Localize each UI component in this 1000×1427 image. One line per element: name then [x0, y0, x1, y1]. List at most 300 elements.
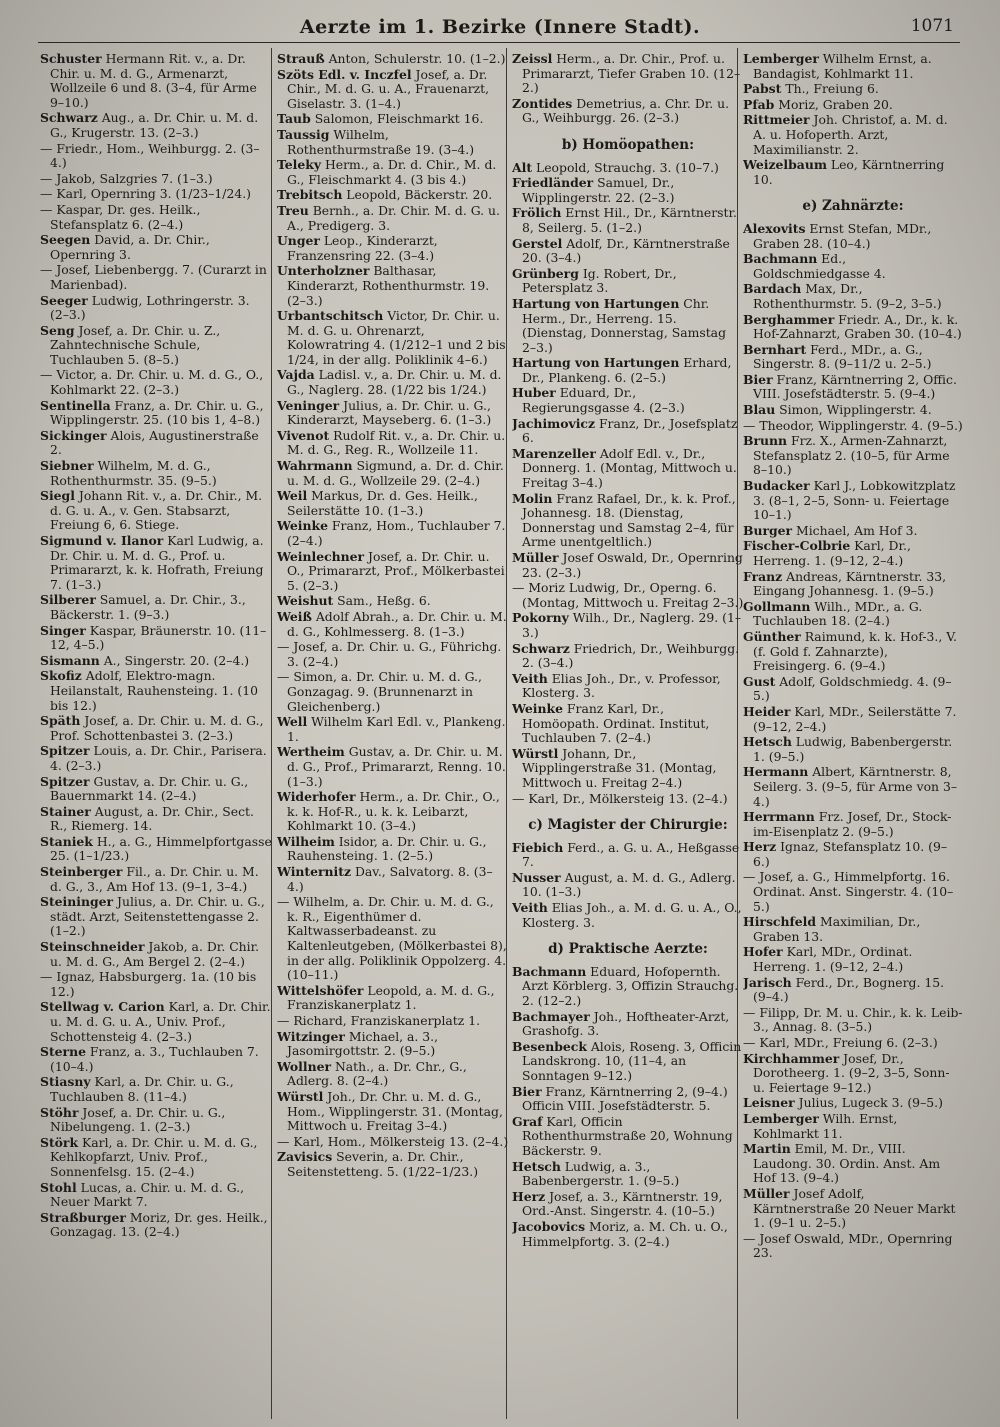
directory-entry	[743, 313, 963, 342]
entry-name: Wittelshöfer	[277, 982, 364, 998]
entry-details: — Josef, Liebenbergg. 7. (Curarzt in Marienbad).	[40, 262, 267, 292]
entry-details: — Theodor, Wipplingerstr. 4. (9–5.)	[743, 417, 963, 433]
directory-entry	[512, 1160, 744, 1189]
entry-name: Teleky	[277, 157, 322, 173]
entry-details: Kaspar, Bräunerstr. 10. (11–12, 4–5.)	[50, 622, 267, 653]
directory-entry	[40, 368, 272, 397]
entry-name: Wahrmann	[277, 458, 353, 474]
entry-name: Fiebich	[512, 839, 564, 855]
entry-name: Frölich	[512, 205, 562, 221]
directory-entry	[743, 1036, 963, 1051]
directory-entry	[512, 551, 744, 580]
directory-entry	[512, 447, 744, 491]
entry-details: Josef, a. Dr. Chir. u. M. d. G., Prof. Schottenbastei 3. (2–3.)	[50, 713, 264, 743]
directory-entry	[277, 670, 509, 714]
entry-details: Karl, MDr., Ordinat. Herreng. 1. (9–12, 2–4.)	[753, 944, 913, 975]
entry-name: Burger	[743, 522, 793, 538]
directory-entry	[277, 1090, 509, 1134]
column-4	[743, 52, 963, 1421]
entry-name: Strauß	[277, 52, 325, 66]
entry-details: Frz. X., Armen-Zahnarzt, Stefansplatz 2. (10–5, für Arme 8–10.)	[753, 433, 950, 478]
entry-details: Karl Ludwig, a. Dr. Chir. u. M. d. G., Prof. u. Primararzt, k. k. Hofrath, Freiung 7. (1–3.)	[50, 533, 264, 592]
entry-name: Hermann	[743, 764, 809, 780]
entry-name: Franz	[743, 568, 783, 584]
page-number: 1071	[910, 16, 954, 36]
directory-entry	[40, 1136, 272, 1180]
entry-name: Treu	[277, 202, 309, 218]
entry-details: Albert, Kärntnerstr. 8, Seilerg. 3. (9–5, für Arme von 3–4.)	[753, 764, 958, 809]
entry-name: Urbantschitsch	[277, 308, 384, 324]
directory-entry	[277, 594, 509, 609]
directory-entry	[743, 675, 963, 704]
entry-details: Joh., Dr. Chr. u. M. d. G., Hom., Wipplingerstr. 31. (Montag, Mittwoch u. Freitag 3–4.)	[287, 1088, 503, 1134]
entry-name: Würstl	[277, 1088, 324, 1104]
directory-entry	[277, 1060, 509, 1089]
entry-name: Schwarz	[512, 640, 570, 656]
section-heading: b) Homöopathen:	[561, 136, 695, 153]
directory-entry	[512, 267, 744, 296]
directory-entry	[40, 775, 272, 804]
entry-details: Friedrich, Dr., Weihburgg. 2. (3–4.)	[522, 640, 740, 671]
directory-entry	[512, 965, 744, 1009]
entry-name: Würstl	[512, 745, 559, 761]
directory-entry	[40, 429, 272, 458]
entry-name: Seeger	[40, 292, 88, 308]
directory-entry	[277, 128, 509, 157]
entry-details: Elias Joh., a. M. d. G. u. A., O., Klosterg. 3.	[522, 900, 742, 930]
entry-name: Veninger	[277, 397, 340, 413]
directory-entry	[40, 172, 272, 187]
entry-details: Chr. Herm., Dr., Herreng. 15. (Dienstag, Donnerstag, Samstag 2–3.)	[522, 295, 727, 355]
entry-details: Frz. Josef, Dr., Stock-im-Eisenplatz 2. (9–5.)	[753, 809, 952, 839]
entry-name: Alt	[512, 159, 533, 175]
entry-details: Alois, Roseng. 3, Officin Landskrong. 10, (11–4, an Sonntagen 9–12.)	[522, 1038, 742, 1083]
directory-entry	[743, 810, 963, 839]
entry-name: Bachmann	[743, 251, 818, 267]
entry-name: Seegen	[40, 232, 91, 248]
directory-entry	[277, 429, 509, 458]
entry-details: Adolf, Dr., Kärntnerstraße 20. (3–4.)	[522, 235, 730, 266]
entry-details: Ludwig, Lothringerstr. 3. (2–3.)	[50, 292, 250, 323]
directory-entry	[40, 654, 272, 669]
entry-details: Rudolf Rit. v., a. Dr. Chir. u. M. d. G., Reg. R., Wollzeile 11.	[287, 427, 506, 458]
directory-entry	[277, 188, 509, 203]
entry-name: Herz	[512, 1188, 546, 1204]
entry-name: Bachmann	[512, 963, 587, 979]
section-heading: c) Magister der Chirurgie:	[528, 817, 728, 834]
entry-details: Eduard, Hofopernth. Arzt Körblerg. 3, Offizin Strauchg. 2. (12–2.)	[522, 963, 739, 1009]
entry-name: Blau	[743, 402, 776, 418]
entry-name: Budacker	[743, 478, 810, 494]
directory-entry	[512, 356, 744, 385]
entry-details: — Jakob, Salzgries 7. (1–3.)	[40, 170, 213, 186]
entry-details: Franz, Dr., Josefsplatz 6.	[522, 415, 738, 446]
directory-entry	[743, 52, 963, 81]
entry-name: Graf	[512, 1113, 543, 1129]
entry-name: Rittmeier	[743, 112, 810, 128]
directory-entry	[277, 399, 509, 428]
entry-name: Witzinger	[277, 1028, 345, 1044]
entry-name: Besenbeck	[512, 1038, 587, 1054]
directory-entry	[743, 434, 963, 478]
entry-name: Müller	[512, 550, 559, 565]
entry-details: Michael, Am Hof 3.	[792, 522, 918, 538]
entry-details: Nath., a. Dr. Chr., G., Adlerg. 8. (2–4.)	[287, 1058, 467, 1089]
page-title: Aerzte im 1. Bezirke (Innere Stadt).	[299, 16, 701, 38]
entry-name: Störk	[40, 1134, 79, 1150]
directory-entry	[277, 1150, 509, 1179]
directory-entry	[40, 1106, 272, 1135]
entry-details: Sam., Heßg. 6.	[333, 593, 431, 609]
directory-entry	[512, 492, 744, 550]
directory-entry	[743, 479, 963, 523]
entry-name: Herrmann	[743, 809, 815, 825]
entry-details: Julius, Lugeck 3. (9–5.)	[794, 1095, 943, 1111]
directory-entry	[512, 1220, 744, 1249]
entry-details: Lucas, a. Chir. u. M. d. G., Neuer Markt 7.	[50, 1179, 245, 1210]
entry-details: — Filipp, Dr. M. u. Chir., k. k. Leib-3., Annag. 8. (3–5.)	[743, 1004, 963, 1035]
directory-entry	[743, 945, 963, 974]
directory-entry	[277, 158, 509, 187]
entry-name: Jachimovicz	[512, 415, 596, 431]
entry-details: Erhard, Dr., Plankeng. 6. (2–5.)	[522, 355, 732, 385]
entry-details: Ferd., MDr., a. G., Singerstr. 8. (9–11/2 u. 2–5.)	[753, 341, 932, 372]
directory-entry	[40, 1211, 272, 1240]
directory-entry	[512, 161, 744, 176]
entry-name: Hetsch	[512, 1158, 561, 1174]
entry-name: Kirchhammer	[743, 1050, 840, 1066]
entry-name: Weinke	[277, 518, 328, 534]
directory-entry	[512, 672, 744, 701]
entry-name: Gust	[743, 673, 776, 689]
entry-details: Wilhelm Ernst, a. Bandagist, Kohlmarkt 11.	[753, 52, 932, 81]
entry-details: — Victor, a. Dr. Chir. u. M. d. G., O., Kohlmarkt 22. (2–3.)	[40, 367, 264, 398]
entry-details: Franz, a. Dr. Chir. u. G., Wipplingerstr. 25. (10 bis 1, 4–8.)	[50, 397, 264, 428]
directory-entry	[512, 97, 744, 126]
directory-entry	[277, 865, 509, 894]
entry-details: Andreas, Kärntnerstr. 33, Eingang Johannesg. 1. (9–5.)	[753, 568, 947, 599]
directory-entry	[277, 489, 509, 518]
entry-details: Michael, a. 3., Jasomirgottstr. 2. (9–5.)	[287, 1028, 439, 1059]
entry-details: Karl, a. Dr. Chir. u. G., Tuchlauben 8. (11–4.)	[50, 1074, 234, 1104]
directory-entry	[743, 113, 963, 157]
directory-entry	[512, 702, 744, 746]
entry-details: Markus, Dr. d. Ges. Heilk., Seilerstätte 10. (1–3.)	[287, 488, 478, 518]
entry-details: — Simon, a. Dr. Chir. u. M. d. G., Gonzagag. 9. (Brunnenarzt in Gleichenberg.)	[277, 669, 482, 714]
entry-name: Steinschneider	[40, 939, 145, 955]
entry-name: Hofer	[743, 944, 783, 960]
entry-details: Victor, Dr. Chir. u. M. d. G. u. Ohrenarzt, Kolowratring 4. (1/212–1 und 2 bis 1/24, in der allg. Poliklinik 4–6.)	[287, 308, 506, 367]
directory-entry	[512, 237, 744, 266]
directory-entry	[40, 142, 272, 171]
entry-details: Franz, Kärntnerring 2, (9–4.) Officin VIII. Josefstädterstr. 5.	[522, 1083, 728, 1114]
entry-details: — Friedr., Hom., Weihburgg. 2. (3–4.)	[40, 140, 260, 171]
entry-name: Sentinella	[40, 397, 111, 413]
directory-entry	[40, 940, 272, 969]
directory-entry	[512, 841, 744, 870]
entry-name: Well	[277, 714, 308, 730]
directory-entry	[512, 1010, 744, 1039]
entry-name: Singer	[40, 622, 86, 638]
entry-details: Josef Adolf, Kärntnerstraße 20 Neuer Markt 1. (9–1 u. 2–5.)	[753, 1185, 956, 1231]
directory-entry	[743, 343, 963, 372]
entry-details: Herm., a. Dr. d. Chir., M. d. G., Fleischmarkt 4. (3 bis 4.)	[287, 157, 497, 187]
entry-details: Elias Joh., Dr., v. Professor, Klosterg. 3.	[522, 670, 721, 701]
directory-entry	[40, 744, 272, 773]
directory-entry	[512, 386, 744, 415]
directory-entry	[277, 835, 509, 864]
entry-details: Josef, Dr., Dorotheerg. 1. (9–2, 3–5, Sonn- u. Feiertage 9–12.)	[753, 1050, 950, 1095]
directory-entry	[40, 1000, 272, 1044]
directory-entry	[743, 870, 963, 914]
entry-name: Stohl	[40, 1179, 77, 1195]
directory-entry	[277, 790, 509, 834]
entry-name: Späth	[40, 713, 81, 729]
directory-entry	[40, 593, 272, 622]
directory-entry	[743, 1187, 963, 1231]
entry-details: Ferd., a. G. u. A., Heßgasse 7.	[522, 839, 740, 870]
entry-details: Wilh. Ernst, Kohlmarkt 11.	[753, 1110, 898, 1141]
entry-details: Ferd., Dr., Bognerg. 15. (9–4.)	[753, 974, 945, 1005]
directory-entry	[743, 600, 963, 629]
entry-details: — Josef, a. G., Himmelpfortg. 16. Ordinat. Anst. Singerstr. 4. (10–5.)	[743, 869, 954, 914]
entry-name: Winternitz	[277, 864, 352, 880]
entry-details: Karl, a. Dr. Chir. u. M. d. G. u. A., Univ. Prof., Schottensteig 4. (2–3.)	[50, 999, 271, 1044]
entry-name: Vivenot	[277, 427, 330, 443]
entry-details: Aug., a. Dr. Chir. u. M. d. G., Krugerstr. 13. (2–3.)	[50, 110, 259, 140]
entry-name: Lemberger	[743, 1110, 819, 1126]
entry-details: Wilhelm, Rothenthurmstraße 19. (3–4.)	[287, 126, 475, 157]
entry-name: Staniek	[40, 833, 93, 849]
directory-entry	[40, 111, 272, 140]
entry-details: Karl, Officin Rothenthurmstraße 20, Wohnung Bäckerstr. 9.	[522, 1113, 733, 1158]
entry-details: Ludwig, Babenbergerstr. 1. (9–5.)	[753, 734, 953, 764]
entry-details: Franz, a. 3., Tuchlauben 7. (10–4.)	[50, 1044, 259, 1074]
entry-details: Karl, Dr., Herreng. 1. (9–12, 2–4.)	[753, 538, 911, 568]
entry-name: Bernhart	[743, 341, 807, 357]
entry-name: Bier	[512, 1083, 542, 1099]
entry-details: Karl, a. Dr. Chir. u. M. d. G., Kehlkopfarzt, Univ. Prof., Sonnenfelsg. 15. (2–4.)	[50, 1134, 258, 1179]
entry-name: Zontides	[512, 95, 573, 111]
entry-details: Demetrius, a. Chr. Dr. u. G., Weihburgg. 26. (2–3.)	[522, 95, 730, 126]
directory-entry	[512, 747, 744, 791]
directory-entry	[40, 669, 272, 713]
directory-entry	[743, 373, 963, 402]
section-heading: d) Praktische Aerzte:	[548, 941, 708, 958]
entry-details: — Karl, Dr., Mölkersteig 13. (2–4.)	[512, 790, 728, 806]
entry-name: Bachmayer	[512, 1008, 590, 1024]
directory-entry	[743, 252, 963, 281]
directory-entry	[40, 1045, 272, 1074]
directory-entry	[40, 1075, 272, 1104]
entry-details: Adolf Abrah., a. Dr. Chir. u. M. d. G., Kohlmesserg. 8. (1–3.)	[287, 608, 507, 639]
entry-details: Josef, a. Dr. Chir. u. Z., Zahntechnische Schule, Tuchlauben 5. (8–5.)	[50, 322, 221, 367]
directory-entry	[512, 581, 744, 610]
entry-details: H., a. G., Himmelpfortgasse 25. (1–1/23.)	[50, 833, 272, 864]
entry-name: Siebner	[40, 458, 94, 474]
directory-entry	[743, 419, 963, 434]
entry-name: Alexovits	[743, 220, 806, 236]
entry-details: — Kaspar, Dr. ges. Heilk., Stefansplatz 6. (2–4.)	[40, 201, 201, 232]
entry-name: Stöhr	[40, 1104, 79, 1120]
entry-details: — Karl, Hom., Mölkersteig 13. (2–4.)	[277, 1133, 509, 1149]
directory-entry	[512, 52, 744, 96]
directory-entry	[277, 984, 509, 1013]
entry-details: Karl J., Lobkowitzplatz 3. (8–1, 2–5, Sonn- u. Feiertage 10–1.)	[753, 478, 956, 523]
entry-name: Zavisics	[277, 1149, 333, 1165]
directory-entry	[743, 840, 963, 869]
entry-details: — Richard, Franziskanerplatz 1.	[277, 1013, 481, 1028]
entry-name: Weiß	[277, 608, 312, 624]
directory-entry	[277, 309, 509, 367]
entry-details: Adolf, Goldschmiedg. 4. (9–5.)	[753, 673, 952, 704]
entry-name: Weil	[277, 488, 308, 504]
directory-entry	[277, 1014, 509, 1029]
entry-details: Hermann Rit. v., a. Dr. Chir. u. M. d. G., Armenarzt, Wollzeile 6 und 8. (3–4, für Arme 9–10.)	[50, 52, 257, 110]
directory-entry	[40, 865, 272, 894]
directory-entry	[277, 715, 509, 744]
entry-details: Fil., a. Dr. Chir. u. M. d. G., 3., Am Hof 13. (9–1, 3–4.)	[50, 864, 259, 894]
entry-details: Ludwig, a. 3., Babenbergerstr. 1. (9–5.)	[522, 1158, 680, 1189]
entry-details: Adolf, Elektro-magn. Heilanstalt, Rauhensteing. 1. (10 bis 12.)	[50, 668, 259, 713]
directory-entry	[743, 222, 963, 251]
entry-details: Severin, a. Dr. Chir., Seitenstetteng. 5. (1/22–1/23.)	[287, 1149, 479, 1179]
entry-name: Wilheim	[277, 833, 335, 849]
directory-entry	[743, 524, 963, 539]
entry-details: Max, Dr., Rothenthurmstr. 5. (9–2, 3–5.)	[753, 281, 942, 311]
directory-entry	[743, 1006, 963, 1035]
entry-details: Josef Oswald, Dr., Opernring 23. (2–3.)	[522, 550, 743, 580]
directory-entry	[743, 282, 963, 311]
directory-entry	[743, 1112, 963, 1141]
entry-name: Grünberg	[512, 265, 579, 281]
entry-details: — Wilhelm, a. Dr. Chir. u. M. d. G., k. R., Eigenthümer d. Kaltwasserbadeanst. zu Kaltenleutgeben, (Mölkerbastei 8), in der allg. Poliklinik Oppolzerg. 4. (10–11.)	[277, 894, 507, 983]
entry-details: — Josef, a. Dr. Chir. u. G., Führichg. 3. (2–4.)	[277, 639, 502, 669]
entry-details: Maximilian, Dr., Graben 13.	[753, 914, 921, 944]
directory-entry	[743, 765, 963, 809]
entry-details: A., Singerstr. 20. (2–4.)	[99, 652, 250, 668]
entry-name: Sigmund v. Ilanor	[40, 533, 164, 548]
entry-name: Bardach	[743, 281, 802, 297]
entry-name: Hartung von Hartungen	[512, 295, 680, 311]
entry-details: Alois, Augustinerstraße 2.	[50, 427, 259, 458]
directory-entry	[743, 1142, 963, 1186]
entry-name: Stainer	[40, 803, 91, 819]
directory-entry	[40, 187, 272, 202]
entry-name: Schuster	[40, 52, 102, 66]
directory-entry	[277, 745, 509, 789]
directory-entry	[40, 835, 272, 864]
directory-entry	[40, 324, 272, 368]
directory-entry	[277, 610, 509, 639]
entry-details: Emil, M. Dr., VIII. Laudong. 30. Ordin. Anst. Am Hof 13. (9–4.)	[753, 1141, 941, 1186]
entry-details: Anton, Schulerstr. 10. (1–2.)	[324, 52, 506, 66]
directory-entry	[512, 1190, 744, 1219]
entry-name: Jacobovics	[512, 1218, 586, 1234]
directory-entry	[512, 1115, 744, 1159]
entry-name: Trebitsch	[277, 187, 343, 203]
entry-details: Moriz, a. M. Ch. u. O., Himmelpfortg. 3. (2–4.)	[522, 1218, 728, 1249]
entry-details: — Karl, MDr., Freiung 6. (2–3.)	[743, 1035, 938, 1050]
directory-entry	[277, 204, 509, 233]
entry-name: Nusser	[512, 869, 561, 885]
directory-entry	[743, 735, 963, 764]
header-rule	[38, 42, 960, 43]
column-2	[277, 52, 509, 1421]
entry-details: Ernst Hil., Dr., Kärntnerstr. 8, Seilerg. 5. (1–2.)	[522, 205, 737, 235]
entry-name: Spitzer	[40, 773, 90, 789]
entry-details: Herm., a. Dr. Chir., O., k. k. Hof-R., u. k. k. Leibarzt, Kohlmarkt 10. (3–4.)	[287, 789, 500, 834]
directory-entry	[40, 294, 272, 323]
entry-name: Berghammer	[743, 311, 835, 327]
entry-name: Molin	[512, 490, 553, 506]
directory-entry	[743, 570, 963, 599]
directory-entry	[277, 1030, 509, 1059]
entry-details: Wilhelm, M. d. G., Rothenthurmstr. 35. (9–5.)	[50, 458, 217, 488]
entry-details: — Moriz Ludwig, Dr., Operng. 6. (Montag, Mittwoch u. Freitag 2–3.)	[512, 580, 744, 610]
entry-details: Ig. Robert, Dr., Petersplatz 3.	[522, 265, 677, 296]
entry-details: Leopold, Strauchg. 3. (10–7.)	[532, 159, 719, 175]
directory-entry	[40, 805, 272, 834]
entry-details: Wilh., Dr., Naglerg. 29. (1–3.)	[522, 610, 742, 640]
entry-details: Ignaz, Stefansplatz 10. (9–6.)	[753, 839, 948, 869]
entry-name: Marenzeller	[512, 445, 596, 461]
entry-details: Isidor, a. Dr. Chir. u. G., Rauhensteing. 1. (2–5.)	[287, 833, 487, 864]
section-heading: e) Zahnärzte:	[802, 198, 904, 215]
entry-details: Samuel, a. Dr. Chir., 3., Bäckerstr. 1. (9–3.)	[50, 592, 246, 622]
directory-entry	[512, 611, 744, 640]
directory-entry	[40, 203, 272, 232]
entry-name: Hirschfeld	[743, 914, 817, 930]
entry-name: Pfab	[743, 96, 775, 112]
entry-name: Jarisch	[743, 974, 792, 990]
entry-name: Huber	[512, 385, 556, 401]
directory-entry	[743, 82, 963, 97]
entry-details: Franz Karl, Dr., Homöopath. Ordinat. Institut, Tuchlauben 7. (2–4.)	[522, 700, 710, 746]
directory-entry	[40, 970, 272, 999]
entry-details: Bernh., a. Dr. Chir. M. d. G. u. A., Predigerg. 3.	[287, 202, 500, 233]
entry-name: Pokorny	[512, 610, 569, 626]
entry-details: Wilhelm Karl Edl. v., Plankeng. 1.	[287, 714, 506, 744]
directory-entry	[743, 158, 963, 187]
entry-details: August, a. M. d. G., Adlerg. 10. (1–3.)	[522, 869, 736, 900]
directory-entry	[40, 1181, 272, 1210]
entry-details: August, a. Dr. Chir., Sect. R., Riemerg. 14.	[50, 803, 254, 834]
entry-name: Günther	[743, 628, 801, 644]
entry-details: Josef, a. 3., Kärntnerstr. 19, Ord.-Anst. Singerstr. 4. (10–5.)	[522, 1188, 723, 1219]
entry-name: Spitzer	[40, 743, 90, 759]
column-1	[40, 52, 272, 1421]
entry-name: Siegl	[40, 488, 75, 504]
entry-details: Johann, Dr., Wipplingerstraße 31. (Montag, Mittwoch u. Freitag 2–4.)	[522, 745, 717, 790]
entry-name: Weinlechner	[277, 548, 365, 564]
directory-entry	[40, 233, 272, 262]
entry-details: Franz Rafael, Dr., k. k. Prof., Johannesg. 18. (Dienstag, Donnerstag und Samstag 2–4, für Arme unentgeltlich.)	[522, 490, 736, 550]
directory-entry	[40, 534, 272, 592]
entry-details: Balthasar, Kinderarzt, Rothenthurmstr. 19. (2–3.)	[287, 263, 490, 308]
entry-details: Moriz, Graben 20.	[774, 96, 893, 112]
directory-entry	[277, 264, 509, 308]
directory-entry	[277, 459, 509, 488]
entry-details: — Karl, Opernring 3. (1/23–1/24.)	[40, 186, 252, 202]
entry-name: Heider	[743, 703, 791, 719]
entry-name: Sickinger	[40, 427, 107, 443]
entry-details: Leopold, a. M. d. G., Franziskanerplatz 1.	[287, 982, 495, 1013]
entry-details: Wilh., MDr., a. G. Tuchlauben 18. (2–4.)	[753, 598, 923, 629]
directory-entry	[512, 1085, 744, 1114]
directory-entry	[512, 297, 744, 355]
entry-name: Widerhofer	[277, 789, 356, 805]
